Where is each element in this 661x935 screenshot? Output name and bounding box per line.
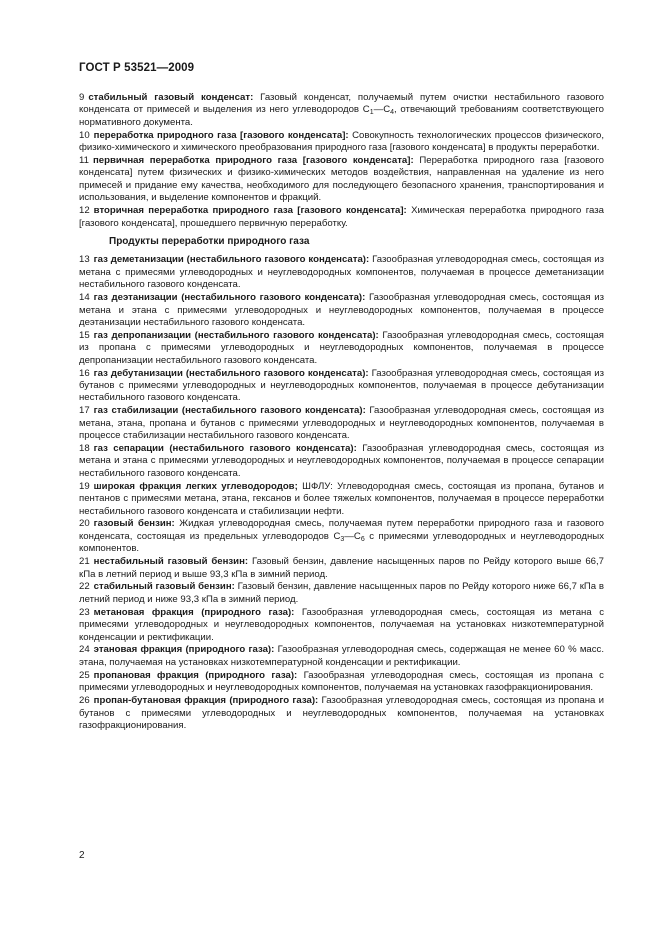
term-definition xyxy=(79,330,604,367)
term-text: Совокупность технологических процессов физического, физико-химического и химического преобразования природного газа [газового конденсата] в продукты переработки. xyxy=(79,129,604,154)
term-definition xyxy=(79,695,604,732)
document-body xyxy=(79,92,604,733)
term-definition xyxy=(79,368,604,405)
term-definition xyxy=(79,155,604,205)
term-number: 12 xyxy=(79,205,90,217)
term-name: нестабильный газовый бензин: xyxy=(93,556,249,568)
term-definition xyxy=(79,130,604,155)
term-text: Газообразная углеводородная смесь, состоящая из метана и этана с примесями углеводородных и неуглеводородных компонентов, получаемая в процессе сепарации нестабильного газового конденсата. xyxy=(79,442,604,479)
term-text: ШФЛУ: Углеводородная смесь, состоящая из пропана, бутанов и пентанов с примесями метана, этана, гексанов и более тяжелых компонентов, получаемая в процессе переработки нестабильного газового конденсата и стабилизации нефти. xyxy=(79,480,604,517)
term-number: 26 xyxy=(79,695,90,707)
document-header: ГОСТ Р 53521—2009 xyxy=(79,62,195,74)
term-text: Газообразная углеводородная смесь, состоящая из пропана с примесями углеводородных и неуглеводородных компонентов, получаемая на установках газофракционирования. xyxy=(79,669,604,694)
term-name: метановая фракция (природного газа): xyxy=(93,606,295,618)
term-text: Газовый конденсат, получаемый путем очистки нестабильного газового конденсата от примесей и выделения из него углеводородов $C_1—C_4$, отвечающий требованиям соответствующего нормативного документа. xyxy=(79,92,605,128)
term-number: 24 xyxy=(79,644,90,656)
term-name: газ стабилизации (нестабильного газового конденсата): xyxy=(93,405,366,417)
term-name: переработка природного газа [газового конденсата]: xyxy=(93,129,349,141)
term-text: Газообразная углеводородная смесь, состоящая из бутанов с примесями углеводородных и неуглеводородных компонентов, получаемая в процессе дебутанизации нестабильного газового конденсата. xyxy=(79,367,604,404)
page-number: 2 xyxy=(79,850,85,861)
term-name: газ деметанизации (нестабильного газового конденсата): xyxy=(93,254,370,266)
term-definition xyxy=(79,518,604,555)
term-definition xyxy=(79,292,604,329)
term-number: 10 xyxy=(79,129,90,141)
term-number: 11 xyxy=(79,155,89,167)
term-text: Газообразная углеводородная смесь, состоящая из пропана с примесями углеводородных и неуглеводородных компонентов, получаемая в процессе депропанизации нестабильного газового конденсата. xyxy=(79,329,604,366)
term-definition xyxy=(79,254,604,291)
term-text: Газообразная углеводородная смесь, состоящая из метана и этана с примесями углеводородных и неуглеводородных компонентов, получаемая в процессе деэтанизации нестабильного газового конденсата. xyxy=(79,292,604,328)
term-number: 9 xyxy=(79,92,85,103)
term-name: пропан-бутановая фракция (природного газа): xyxy=(93,695,319,707)
term-number: 20 xyxy=(79,518,90,530)
term-name: этановая фракция (природного газа): xyxy=(93,644,275,656)
term-text: Газообразная углеводородная смесь, состоящая из метана, этана, пропана и бутанов с примесями углеводородных и неуглеводородных компонентов, получаемая в процессе стабилизации нестабильного газового конденсата. xyxy=(79,405,604,442)
term-name: первичная переработка природного газа [газового конденсата]: xyxy=(92,155,414,167)
term-name: газ дебутанизации (нестабильного газового конденсата): xyxy=(93,367,369,379)
term-text: Газовый бензин, давление насыщенных паров по Рейду которого ниже 66,7 кПа в летний период и ниже 93,3 кПа в зимний период. xyxy=(79,581,604,605)
term-name: газ сепарации (нестабильного газового конденсата): xyxy=(93,442,357,454)
term-name: пропановая фракция (природного газа): xyxy=(93,669,298,681)
term-definition xyxy=(79,92,604,129)
term-number: 17 xyxy=(79,405,90,417)
term-name: газовый бензин: xyxy=(93,518,175,530)
term-text: Жидкая углеводородная смесь, получаемая путем переработки природного газа и газового конденсата, состоящая из предельных углеводородов $C_3—C_6$ с примесями углеводородных и неуглеводородных компонентов. xyxy=(79,518,604,555)
term-number: 19 xyxy=(79,480,90,492)
term-number: 14 xyxy=(79,292,90,304)
term-number: 18 xyxy=(79,442,90,454)
term-text: Газообразная углеводородная смесь, состоящая из метана с примесями углеводородных и неуглеводородных компонентов, получаемая в процессе деметанизации нестабильного газового конденсата. xyxy=(79,254,604,291)
term-text: Переработка природного газа [газового конденсата] путем физических и физико-химических методов воздействия, направленная на удаление из него примесей и придание ему качества, необходимого для последующего безопасного хранения, транспортирования и использования, и выделение компонентов и фракций. xyxy=(79,155,604,204)
term-name: газ депропанизации (нестабильного газового конденсата): xyxy=(93,329,379,341)
term-definition xyxy=(79,581,604,606)
section-title: Продукты переработки природного газа xyxy=(109,235,310,247)
term-text: Газовый бензин, давление насыщенных паров по Рейду которого выше 66,7 кПа в летний период и выше 93,3 кПа в зимний период. xyxy=(79,556,604,580)
term-number: 22 xyxy=(79,581,90,593)
term-name: газ деэтанизации (нестабильного газового конденсата): xyxy=(93,292,366,304)
term-name: широкая фракция легких углеводородов; xyxy=(93,480,298,492)
term-text: Химическая переработка природного газа [газового конденсата], прошедшего первичную переработку. xyxy=(79,205,604,229)
term-definition xyxy=(79,443,604,480)
definitions-group-products xyxy=(79,254,604,732)
term-number: 13 xyxy=(79,254,90,266)
term-name: стабильный газовый конденсат: xyxy=(88,92,254,103)
term-number: 16 xyxy=(79,367,90,379)
term-number: 21 xyxy=(79,556,90,568)
term-definition xyxy=(79,644,604,669)
definitions-group-processing xyxy=(79,92,604,230)
term-definition xyxy=(79,481,604,518)
term-number: 23 xyxy=(79,606,90,618)
term-text: Газообразная углеводородная смесь, состоящая из пропана и бутанов с примесями углеводородных и неуглеводородных компонентов, получаемая на установках газофракционирования. xyxy=(79,695,604,731)
term-definition xyxy=(79,205,604,230)
term-number: 15 xyxy=(79,329,90,341)
term-number: 25 xyxy=(79,669,90,681)
term-definition xyxy=(79,670,604,695)
term-name: стабильный газовый бензин: xyxy=(93,581,235,593)
term-text: Газообразная углеводородная смесь, состоящая из метана с примесями углеводородных и неуглеводородных компонентов, получаемая на установках низкотемпературной конденсации и ректификации. xyxy=(79,606,604,643)
term-definition xyxy=(79,607,604,644)
term-text: Газообразная углеводородная смесь, содержащая не менее 60 % масс. этана, получаемая на установках низкотемпературной конденсации и ректификации. xyxy=(79,644,605,668)
term-name: вторичная переработка природного газа [газового конденсата]: xyxy=(93,205,407,217)
term-definition xyxy=(79,556,604,581)
term-definition xyxy=(79,405,604,442)
